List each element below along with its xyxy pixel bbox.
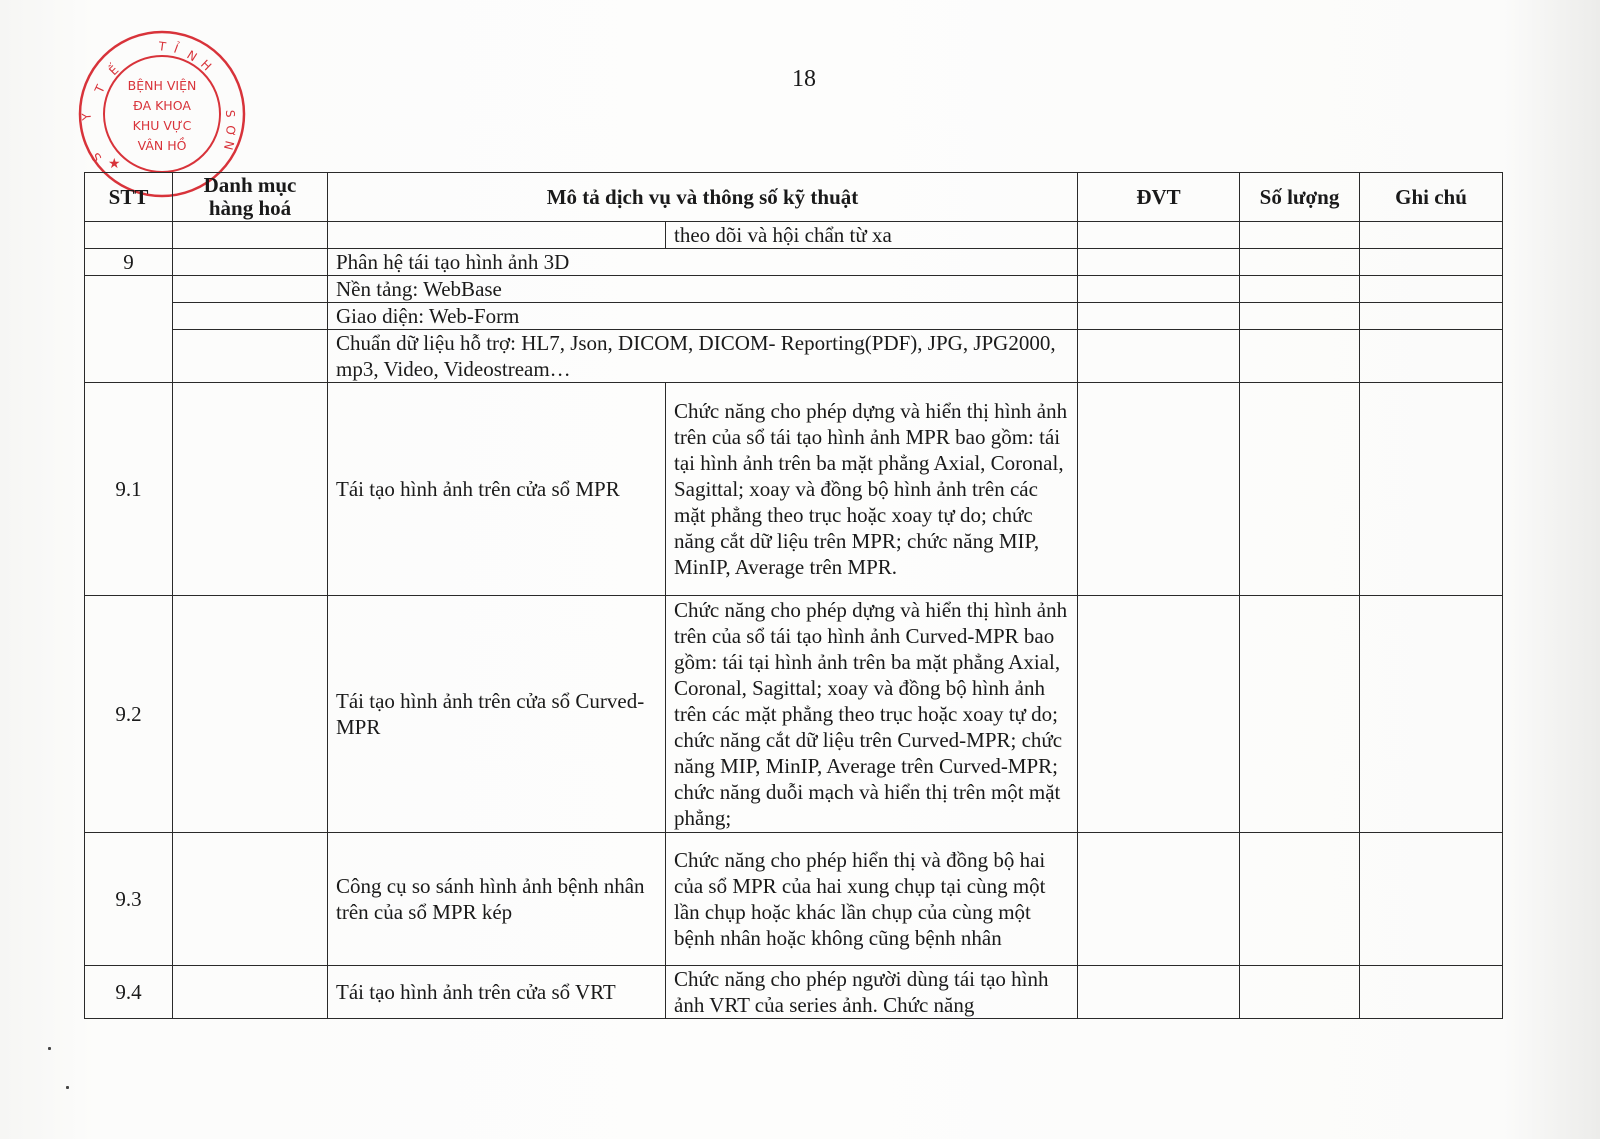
header-note: Ghi chú <box>1360 173 1503 222</box>
table-row <box>85 966 1503 1019</box>
row-item-description: Chức năng cho phép hiển thị và đồng bộ hai của sổ MPR của hai xung chụp tại cùng một lần chụp hoặc khác lần chụp của cùng một bệnh nhân hoặc không cũng bệnh nhân <box>666 833 1078 966</box>
svg-text:Y: Y <box>79 112 94 121</box>
row-description: Phân hệ tái tạo hình ảnh 3D <box>328 249 1078 276</box>
header-stt: STT <box>85 173 173 222</box>
table-header-row <box>85 173 1503 222</box>
table-row <box>85 833 1503 966</box>
table-row <box>85 330 1503 383</box>
svg-text:S: S <box>223 109 238 118</box>
row-item-name: Công cụ so sánh hình ảnh bệnh nhân trên của sổ MPR kép <box>328 833 666 966</box>
row-item-description: Chức năng cho phép dựng và hiển thị hình ảnh trên của sổ tái tạo hình ảnh Curved-MPR bao gồm: tái tại hình ảnh trên ba mặt phẳng Axial, Coronal, Sagittal; xoay và đồng bộ hình ảnh trên các mặt phẳng theo trục hoặc xoay tự do; chức năng cắt dữ liệu trên Curved-MPR; chức năng MIP, MinIP, Average trên Curved-MPR; chức năng duỗi mạch và hiển thị trên một mặt phẳng; <box>666 596 1078 833</box>
table-row <box>85 276 1503 303</box>
svg-text:T: T <box>92 82 108 96</box>
svg-text:Ế: Ế <box>106 62 122 79</box>
row-stt: 9.3 <box>85 833 173 966</box>
svg-text:Ỉ: Ỉ <box>171 41 181 57</box>
row-stt: 9.1 <box>85 383 173 596</box>
svg-text:S: S <box>88 150 105 165</box>
continued-description: theo dõi và hội chẩn từ xa <box>666 222 1078 249</box>
svg-text:N: N <box>220 139 237 152</box>
svg-text:H: H <box>197 57 215 74</box>
seal-line-4: VÂN HỒ <box>137 138 187 153</box>
header-unit: ĐVT <box>1078 173 1240 222</box>
row-stt: 9.2 <box>85 596 173 833</box>
table-row <box>85 249 1503 276</box>
seal-line-3: KHU VỰC <box>132 118 192 133</box>
row-item-name: Tái tạo hình ảnh trên cửa sổ MPR <box>328 383 666 596</box>
row-description: Nền tảng: WebBase <box>328 276 1078 303</box>
header-category: Danh mục hàng hoá <box>173 173 328 222</box>
row-description: Chuẩn dữ liệu hỗ trợ: HL7, Json, DICOM, DICOM- Reporting(PDF), JPG, JPG2000, mp3, Video, Videostream… <box>328 330 1078 383</box>
page-number: 18 <box>792 66 816 92</box>
table-row <box>85 383 1503 596</box>
seal-line-1: BỆNH VIỆN <box>127 78 197 93</box>
svg-text:Ơ: Ơ <box>222 124 238 138</box>
svg-text:T: T <box>157 39 167 54</box>
row-stt: 9.4 <box>85 966 173 1019</box>
row-item-name: Tái tạo hình ảnh trên cửa sổ Curved-MPR <box>328 596 666 833</box>
row-item-name: Tái tạo hình ảnh trên cửa sổ VRT <box>328 966 666 1019</box>
header-description: Mô tả dịch vụ và thông số kỹ thuật <box>328 173 1078 222</box>
table-row <box>85 303 1503 330</box>
svg-text:N: N <box>184 47 200 65</box>
row-stt: 9 <box>85 249 173 276</box>
svg-text:★: ★ <box>108 156 121 172</box>
row-description: Giao diện: Web-Form <box>328 303 1078 330</box>
scan-speck <box>66 1086 69 1089</box>
table-row <box>85 222 1503 249</box>
table-row <box>85 596 1503 833</box>
row-item-description: Chức năng cho phép người dùng tái tạo hình ảnh VRT của series ảnh. Chức năng <box>666 966 1078 1019</box>
specification-table <box>84 172 1503 1019</box>
header-quantity: Số lượng <box>1240 173 1360 222</box>
row-item-description: Chức năng cho phép dựng và hiển thị hình ảnh trên của sổ tái tạo hình ảnh MPR bao gồm: tái tại hình ảnh trên ba mặt phẳng Axial, Coronal, Sagittal; xoay và đồng bộ hình ảnh trên các mặt phẳng theo trục hoặc xoay tự do; chức năng cắt dữ liệu trên MPR; chức năng MIP, MinIP, Average trên MPR. <box>666 383 1078 596</box>
seal-line-2: ĐA KHOA <box>133 98 191 113</box>
scan-speck <box>48 1047 51 1050</box>
